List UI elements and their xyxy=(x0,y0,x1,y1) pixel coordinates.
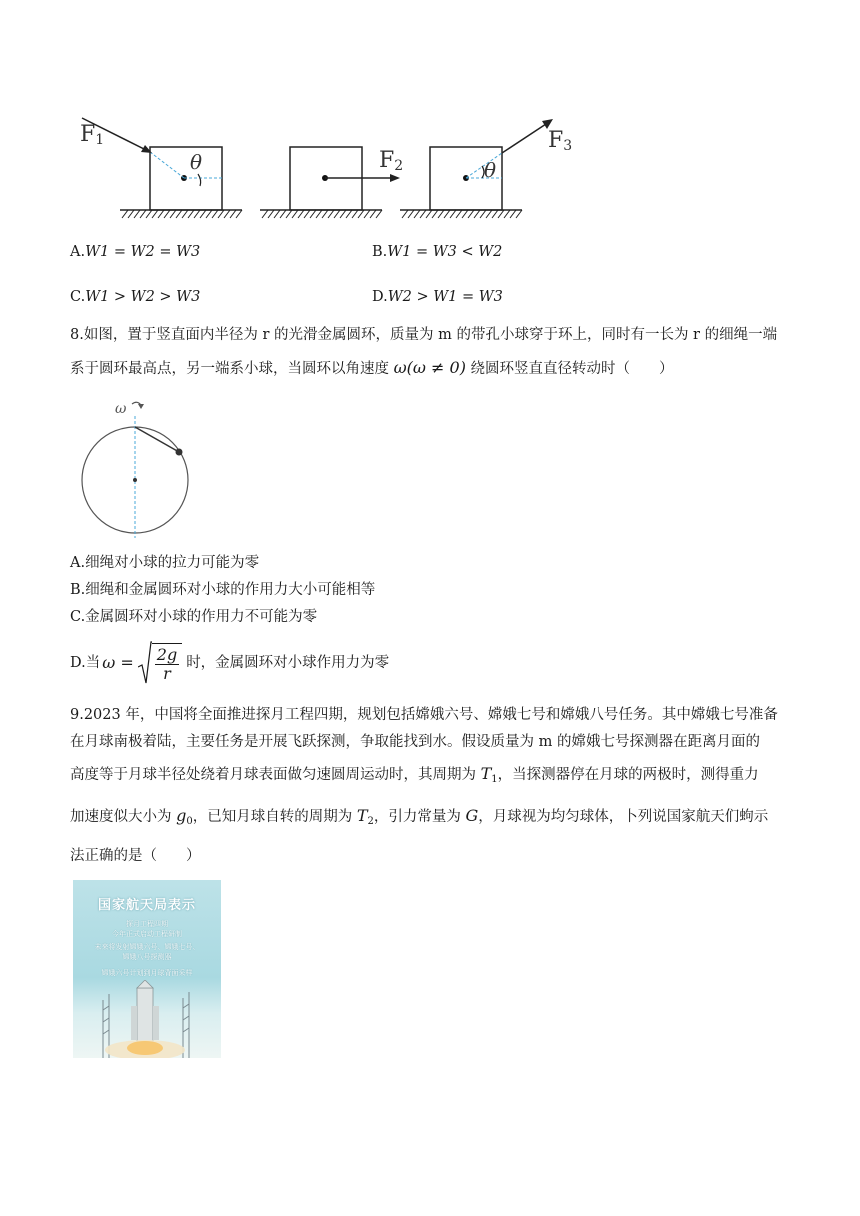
f3-label: $F_3$ xyxy=(548,128,573,154)
block-1 xyxy=(82,118,242,218)
poster-line-3: 未来将发射嫦娥六号、嫦娥七号、 xyxy=(94,943,200,951)
q8-line-2: 系于圆环最高点，另一端系小球，当圆环以角速度 ω(ω ≠ 0) 绕圆环竖直直径转动时（ ） xyxy=(70,358,674,377)
q9-line-1: 9.2023 年，中国将全面推进探月工程四期，规划包括嫦娥六号、嫦娥七号和嫦娥八号任务。其中嫦娥七号准备 xyxy=(70,707,778,723)
q7-option-a: A.W1 = W2 = W3 xyxy=(70,244,201,260)
f1-label: $F_1$ xyxy=(80,122,105,148)
q9-line-5: 法正确的是（ ） xyxy=(70,848,201,864)
theta-label-3: θ xyxy=(484,158,497,182)
q7-option-d: D.W2 > W1 = W3 xyxy=(372,289,503,305)
q8-line-1: 8.如图，置于竖直面内半径为 r 的光滑金属圆环，质量为 m 的带孔小球穿于环上，同时有一长为 r 的细绳一端 xyxy=(70,327,778,343)
poster-title: 国家航天局表示 xyxy=(97,898,196,913)
rocket-launch-graphic xyxy=(73,980,221,1058)
poster-line-1: 探月工程四期 xyxy=(126,920,168,928)
q7-option-b: B.W1 = W3 < W2 xyxy=(372,244,503,260)
poster-line-4: 嫦娥八号探测器 xyxy=(122,953,172,961)
block-3 xyxy=(400,119,553,218)
q7-option-c: C.W1 > W2 > W3 xyxy=(70,289,201,305)
omega-label: ω xyxy=(115,401,127,417)
q8-option-a: A.细绳对小球的拉力可能为零 xyxy=(70,555,260,571)
q8-option-c: C.金属圆环对小球的作用力不可能为零 xyxy=(70,609,318,625)
theta-label-1: θ xyxy=(190,150,203,174)
q9-line-4: 加速度似大小为 $g_0$，已知月球自转的周期为 $T_2$，引力常量为 G，月球视为均匀球体，卜列说国家航天们蚼示 xyxy=(70,806,769,827)
sqrt-expression: $\frac{2g}{r}$ xyxy=(138,641,182,685)
q9-line-2: 在月球南极着陆，主要任务是开展飞跃探测，争取能找到水。假设质量为 m 的嫦娥七号探测器在距离月面的 xyxy=(70,734,760,750)
q9-line-3: 高度等于月球半径处绕着月球表面做匀速圆周运动时，其周期为 $T_1$，当探测器停在月球的两极时，测得重力 xyxy=(70,764,759,785)
q8-option-d: D.当 ω = $\frac{2g}{r}$ 时，金属圆环对小球作用力为零 xyxy=(70,640,389,686)
q8-option-b: B.细绳和金属圆环对小球的作用力大小可能相等 xyxy=(70,582,376,598)
cnsa-poster-image xyxy=(73,880,221,1058)
poster-line-2: 今年正式启动工程研制 xyxy=(112,930,182,938)
poster-line-5: 嫦娥六号计划到月球背面采样 xyxy=(101,969,193,977)
f2-label: $F_2$ xyxy=(379,148,404,174)
q8-ring-figure xyxy=(75,400,205,540)
